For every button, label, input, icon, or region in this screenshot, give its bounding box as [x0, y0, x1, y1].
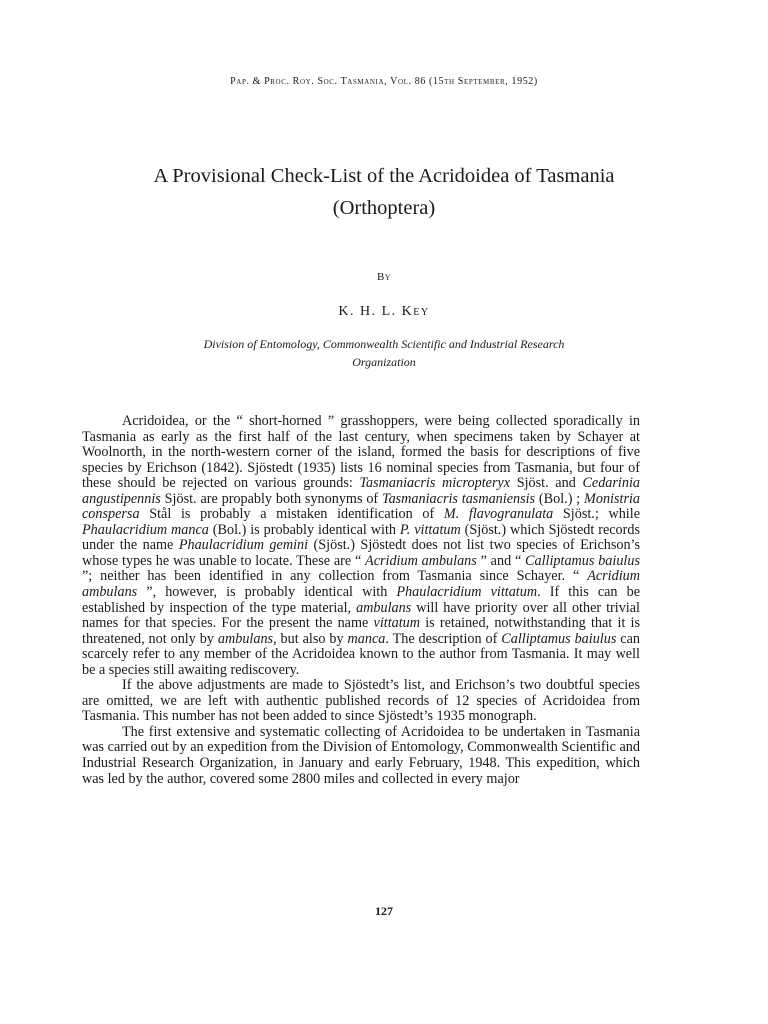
page-number: 127 — [375, 904, 393, 918]
text-run: is retained, notwithstanding that it is threatened, not only by — [82, 615, 640, 647]
italic-taxon: ambulans — [217, 630, 274, 647]
italic-taxon: Phaulacridium gemini — [178, 537, 309, 554]
text-run: Acridoidea, or the “ short-horned ” grasshoppers, were being collected sporadically in Tasmania as early as the first half of the last century, when specimens taken by Schayer at Woolnorth, in the north-western corner of the island, formed the basis for descriptions of five species by Erichson (1842). Sjöstedt (1935) lists 16 nominal species from Tasmania, but four of these should be rejected on various grounds: — [82, 413, 640, 492]
text-run: will have priority over all other trivial names for that species. For the present the name — [82, 599, 640, 632]
text-run: (Bol.) ; — [535, 490, 585, 507]
italic-taxon: Calliptamus baiulus — [501, 630, 617, 647]
text-run: Sjöst. and — [510, 475, 583, 492]
italic-taxon: M. flavogranulata — [443, 506, 554, 523]
text-run: If the above adjustments are made to Sjöstedt’s list, and Erichson’s two doubtful species are omitted, we are left with authentic published records of 12 species of Acridoidea from Tasmania. This number has not been added to since Sjöstedt’s 1935 monograph. — [82, 677, 640, 725]
affiliation — [100, 335, 668, 371]
text-run: ”; neither has been identified in any collection from Tasmania since Schayer. “ — [82, 568, 588, 585]
text-run: . If this can be established by inspection of the type material, — [82, 584, 640, 616]
italic-taxon: Tasmaniacris tasmaniensis — [381, 490, 536, 507]
text-run: The first extensive and systematic collecting of Acridoidea to be undertaken in Tasmania was carried out by an expedition from the Division of Entomology, Commonwealth Scientific and Industrial Research Organization, in January and early February, 1948. This expedition, which was led by the author, covered some 2800 miles and collected in every major — [82, 723, 640, 787]
text-run: (Sjöst.) which Sjöstedt records under the name — [82, 521, 640, 554]
italic-taxon: vittatum — [373, 615, 421, 632]
text-run: (Sjöst.) Sjöstedt does not list two species of Erichson’s whose types he was unable to locate. These are “ — [82, 537, 641, 569]
italic-taxon: manca — [347, 630, 386, 647]
title-line-1: A Provisional Check-List of the Acridoidea of Tasmania — [153, 165, 615, 187]
italic-taxon: ambulans — [356, 599, 412, 616]
affiliation-line-2: Organization — [352, 355, 416, 369]
italic-taxon: Monistria conspersa — [82, 490, 641, 523]
title-line-2: (Orthoptera) — [332, 197, 436, 219]
body-text — [82, 414, 640, 787]
author-initials: K. H. L. — [338, 304, 397, 319]
text-run: ” and “ — [476, 552, 526, 569]
text-run: . The description of — [385, 630, 502, 647]
text-run: , but also by — [273, 630, 348, 647]
body-paragraph — [82, 414, 640, 678]
text-run: Sjöst. are propably both synonyms of — [160, 490, 382, 507]
text-run: (Bol.) is probably identical with — [208, 521, 400, 538]
author-surname: Key — [401, 304, 430, 319]
author-name — [0, 304, 768, 320]
text-run: can scarcely refer to any member of the Acridoidea known to the author from Tasmania. It may well be a species still awaiting rediscovery. — [82, 630, 640, 678]
body-paragraph — [82, 678, 640, 725]
affiliation-line-1: Division of Entomology, Commonwealth Scientific and Industrial Research — [203, 337, 565, 351]
italic-taxon: Tasmaniacris micropteryx — [359, 475, 511, 492]
text-run: Stål is probably a mistaken identification of — [139, 506, 444, 523]
running-head: Pap. & Proc. Roy. Soc. Tasmania, Vol. 86 (15th September, 1952) — [230, 76, 538, 87]
byline: By — [376, 271, 392, 283]
italic-taxon: Cedarinia angustipennis — [82, 475, 640, 507]
article-title — [0, 160, 768, 224]
italic-taxon: Phaulacridium manca — [82, 521, 209, 538]
body-paragraph — [82, 725, 640, 787]
italic-taxon: P. vittatum — [399, 521, 461, 538]
text-run: Sjöst.; while — [553, 506, 640, 523]
italic-taxon: Calliptamus baiulus — [525, 552, 640, 569]
italic-taxon: Acridium ambulans — [82, 568, 640, 601]
italic-taxon: Acridium ambulans — [365, 552, 477, 569]
italic-taxon: Phaulacridium vittatum — [396, 584, 538, 601]
text-run: ”, however, is probably identical with — [137, 584, 397, 601]
